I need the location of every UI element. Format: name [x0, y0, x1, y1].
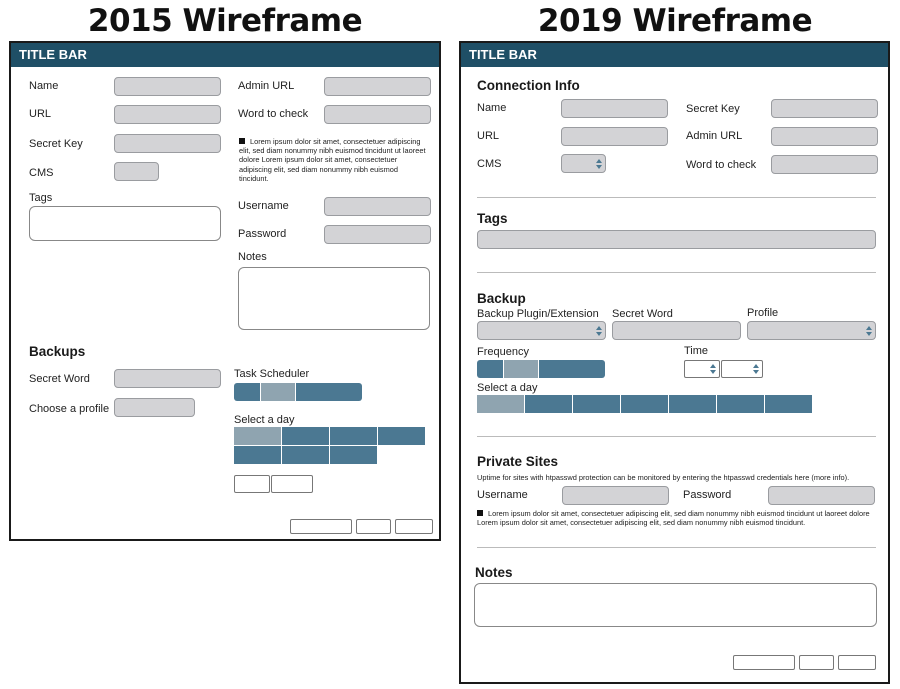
day-cell-7[interactable]: [330, 446, 377, 464]
secret-key-label: Secret Key: [29, 138, 83, 150]
notes-input[interactable]: [474, 583, 877, 627]
password-label: Password: [238, 228, 287, 240]
time-label: Time: [684, 345, 709, 357]
secret-word-label: Secret Word: [29, 373, 90, 385]
profile-select[interactable]: [747, 321, 876, 340]
notes-heading: Notes: [475, 565, 513, 580]
day-cell-6[interactable]: [717, 395, 764, 413]
word-to-check-label: Word to check: [238, 108, 309, 120]
connection-info-heading: Connection Info: [477, 78, 580, 93]
word-to-check-field[interactable]: [324, 105, 431, 124]
secret-word-field[interactable]: [612, 321, 741, 340]
word-to-check-label: Word to check: [686, 159, 757, 171]
cms-field[interactable]: [114, 162, 159, 181]
day-cell-1[interactable]: [477, 395, 524, 413]
spinner-icon: [596, 159, 602, 169]
notes-label: Notes: [238, 251, 267, 263]
frequency-option-1[interactable]: [477, 360, 503, 378]
uptime-text: Uptime for sites with htpasswd protection can be monitored by entering the htpasswd credentials here (more info).: [477, 473, 850, 482]
time-minute-select[interactable]: [721, 360, 763, 378]
spinner-icon: [710, 364, 716, 374]
heading-2019: 2019 Wireframe: [537, 3, 813, 39]
spinner-icon: [866, 326, 872, 336]
name-label: Name: [477, 102, 507, 114]
name-field[interactable]: [561, 99, 668, 118]
secret-key-label: Secret Key: [686, 103, 740, 115]
day-cell-3[interactable]: [330, 427, 377, 445]
day-cell-3[interactable]: [573, 395, 620, 413]
choose-profile-field[interactable]: [114, 398, 195, 417]
time-hour-select[interactable]: [684, 360, 720, 378]
password-label: Password: [683, 489, 732, 501]
word-to-check-field[interactable]: [771, 155, 878, 174]
private-sites-heading: Private Sites: [477, 454, 559, 469]
admin-url-field[interactable]: [324, 77, 431, 96]
cms-select[interactable]: [561, 154, 606, 173]
scheduler-option-1[interactable]: [234, 383, 260, 401]
url-field[interactable]: [561, 127, 668, 146]
day-cell-4[interactable]: [621, 395, 668, 413]
time-input-2[interactable]: [271, 475, 313, 493]
divider: [477, 197, 876, 198]
day-cell-1[interactable]: [234, 427, 281, 445]
username-field[interactable]: [324, 197, 431, 216]
tags-field[interactable]: [477, 230, 876, 249]
divider: [477, 272, 876, 273]
username-field[interactable]: [562, 486, 669, 505]
day-cell-7[interactable]: [765, 395, 812, 413]
spinner-icon: [753, 364, 759, 374]
tags-label: Tags: [29, 192, 53, 204]
url-label: URL: [477, 130, 500, 142]
bullet-icon: [477, 510, 483, 516]
scheduler-option-3[interactable]: [296, 383, 362, 401]
title-bar: TITLE BAR: [11, 43, 439, 67]
action-button-secondary[interactable]: [799, 655, 834, 670]
admin-url-label: Admin URL: [238, 80, 295, 92]
wireframe-2019: [459, 41, 890, 684]
choose-profile-label: Choose a profile: [29, 403, 110, 415]
notes-input[interactable]: [238, 267, 430, 330]
lorem-text-content: Lorem ipsum dolor sit amet, consectetuer adipiscing elit, sed diam nonummy nibh euismod tincidunt ut laoreet dolore Lorem ipsum dolor sit amet, consectetuer adipiscing elit, sed diam nonummy nibh euismod tincidunt.: [239, 137, 426, 183]
select-day-label: Select a day: [477, 382, 538, 394]
divider: [477, 436, 876, 437]
cms-label: CMS: [477, 158, 502, 170]
secret-word-field[interactable]: [114, 369, 221, 388]
url-label: URL: [29, 108, 52, 120]
day-cell-6[interactable]: [282, 446, 329, 464]
frequency-label: Frequency: [477, 346, 529, 358]
task-scheduler-label: Task Scheduler: [234, 368, 310, 380]
name-field[interactable]: [114, 77, 221, 96]
heading-2015: 2015 Wireframe: [87, 3, 363, 39]
backup-plugin-select[interactable]: [477, 321, 606, 340]
name-label: Name: [29, 80, 59, 92]
day-cell-4[interactable]: [378, 427, 425, 445]
admin-url-field[interactable]: [771, 127, 878, 146]
backups-heading: Backups: [29, 344, 86, 359]
action-button-secondary[interactable]: [356, 519, 391, 534]
select-day-label: Select a day: [234, 414, 295, 426]
lorem-text: [477, 509, 881, 527]
action-button-primary[interactable]: [290, 519, 352, 534]
lorem-text-content: Lorem ipsum dolor sit amet, consectetuer adipiscing elit, sed diam nonummy nibh euismod tincidunt ut laoreet dolore Lorem ipsum dolor sit amet, consectetuer adipiscing elit, sed diam nonummy nibh euismod tincidunt.: [477, 509, 870, 528]
day-cell-2[interactable]: [282, 427, 329, 445]
cms-label: CMS: [29, 167, 54, 179]
spinner-icon: [596, 326, 602, 336]
secret-key-field[interactable]: [771, 99, 878, 118]
action-button-tertiary[interactable]: [395, 519, 433, 534]
frequency-option-3[interactable]: [539, 360, 605, 378]
profile-label: Profile: [747, 307, 779, 319]
lorem-text: [239, 137, 429, 183]
title-bar: TITLE BAR: [461, 43, 888, 67]
action-button-primary[interactable]: [733, 655, 795, 670]
bullet-icon: [239, 138, 245, 144]
backup-plugin-label: Backup Plugin/Extension: [477, 308, 599, 320]
frequency-option-2[interactable]: [504, 360, 538, 378]
password-field[interactable]: [324, 225, 431, 244]
divider: [477, 547, 876, 548]
admin-url-label: Admin URL: [686, 130, 743, 142]
wireframe-2015: [9, 41, 441, 541]
day-cell-5[interactable]: [669, 395, 716, 413]
day-cell-2[interactable]: [525, 395, 572, 413]
scheduler-option-2[interactable]: [261, 383, 295, 401]
day-cell-5[interactable]: [234, 446, 281, 464]
tags-heading: Tags: [477, 211, 508, 226]
username-label: Username: [477, 489, 528, 501]
url-field[interactable]: [114, 105, 221, 124]
action-button-tertiary[interactable]: [838, 655, 876, 670]
secret-key-field[interactable]: [114, 134, 221, 153]
backup-heading: Backup: [477, 291, 526, 306]
time-input-1[interactable]: [234, 475, 270, 493]
secret-word-label: Secret Word: [612, 308, 673, 320]
username-label: Username: [238, 200, 289, 212]
password-field[interactable]: [768, 486, 875, 505]
tags-input[interactable]: [29, 206, 221, 241]
